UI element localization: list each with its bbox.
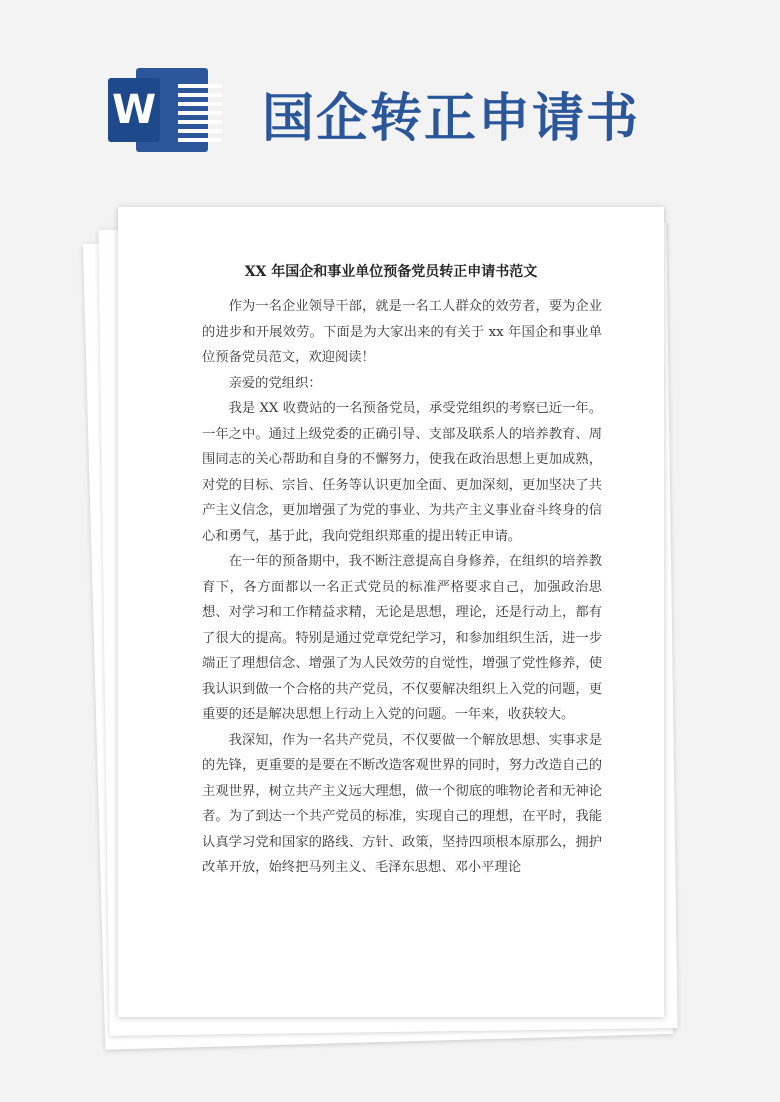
paragraph-body: 我深知，作为一名共产党员，不仅要做一个解放思想、实事求是的先锋，更重要的是要在不断改造客观世界的同时，努力改造自己的主观世界，树立共产主义远大理想，做一个彻底的唯物论者和无神论者。为了到达一个共产党员的标准，实现自己的理想，在平时，我能认真学习党和国家的路线、方针、政策，坚持四项根本原那么，拥护改革开放，始终把马列主义、毛泽东思想、邓小平理论 (202, 732, 602, 875)
document-body (202, 294, 602, 881)
word-logo-letter: W (108, 78, 160, 142)
word-document-icon (108, 68, 208, 152)
document-title: XX 年国企和事业单位预备党员转正申请书范文 (244, 264, 538, 280)
paragraph-intro: 作为一名企业领导干部，就是一名工人群众的效劳者，要为企业的进步和开展效劳。下面是为大家出来的有关于 xx 年国企和事业单位预备党员范文，欢迎阅读！ (202, 299, 602, 365)
paragraph-body: 在一年的预备期中，我不断注意提高自身修养，在组织的培养教育下，各方面都以一名正式党员的标准严格要求自己，加强政治思想、对学习和工作精益求精，无论是思想，理论，还是行动上，都有了很大的提高。特别是通过党章党纪学习，和参加组织生活，进一步端正了理想信念、增强了为人民效劳的自觉性，增强了党性修养，使我认识到做一个合格的共产党员，不仅要解决组织上入党的问题，更重要的还是解决思想上行动上入党的问题。一年来，收获较大。 (202, 554, 602, 722)
banner (0, 0, 780, 200)
paragraph-body: 我是 XX 收费站的一名预备党员，承受党组织的考察已近一年。一年之中。通过上级党委的正确引导、支部及联系人的培养教育、周围同志的关心帮助和自身的不懈努力，使我在政治思想上更加成熟，对党的目标、宗旨、任务等认识更加全面、更加深刻，更加坚决了共产主义信念，更加增强了为党的事业、为共产主义事业奋斗终身的信心和勇气，基于此，我向党组织郑重的提出转正申请。 (202, 401, 602, 544)
paragraph-salutation: 亲爱的党组织： (228, 375, 322, 391)
banner-title: 国企转正申请书 (262, 89, 641, 149)
document-page (118, 207, 664, 1017)
